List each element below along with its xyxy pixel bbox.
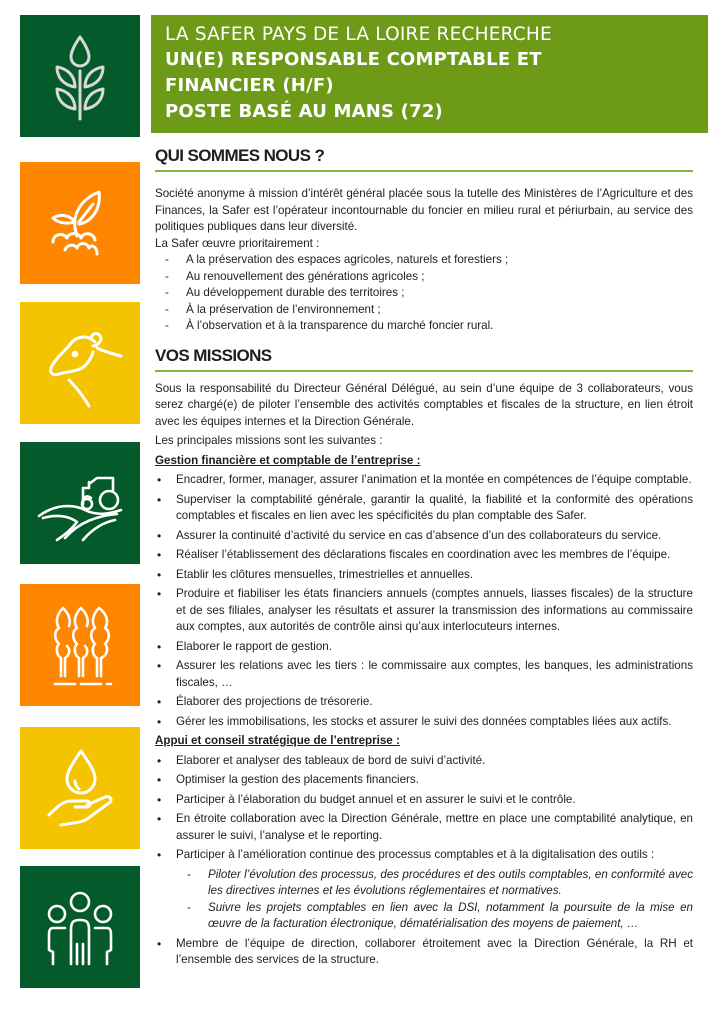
list-item: • Membre de l’équipe de direction, collaborer étroitement avec la Direction Générale, la RH et l’ensemble des services de la structure. [155,936,693,969]
appui-list [155,753,693,969]
wheat-tile [20,15,140,137]
qui-priorities-list [155,252,693,335]
list-item: • Elaborer le rapport de gestion. [155,639,693,656]
list-item: • Superviser la comptabilité générale, garantir la qualité, la fiabilité et la conformité des opérations comptables et fiscales en lien avec les spécificités du plan comptable des Safer. [155,492,693,525]
wheat-icon [35,31,125,121]
list-item: • Optimiser la gestion des placements financiers. [155,772,693,789]
list-item: - À la préservation de l’environnement ; [165,302,693,319]
job-location: POSTE BASÉ AU MANS (72) [165,101,443,122]
list-item: • Gérer les immobilisations, les stocks et assurer le suivi des données comptables liées aux actifs. [155,714,693,731]
trees-tile [20,584,140,706]
list-item: - Au renouvellement des générations agricoles ; [165,269,693,286]
people-group-icon [35,882,125,972]
sprout-icon [35,178,125,268]
tractor-field-icon [35,458,125,548]
missions-intro: Sous la responsabilité du Directeur Général Délégué, au sein d’une équipe de 3 collaborateurs, vous serez chargé(e) de piloter l’ensemble des activités comptables et fiscales de la structure, en lien étroit avec les équipes internes et la Direction Générale. [155,381,693,428]
gestion-list [155,472,693,730]
qui-intro: Société anonyme à mission d’intérêt général placée sous la tutelle des Ministères de l’Agriculture et des Finances, la Safer est l’opérateur incontournable du foncier en milieu rural et périurbain, au service des politiques publiques dans leur diversité. [155,187,693,233]
recruiter-line: LA SAFER PAYS DE LA LOIRE RECHERCHE [165,24,552,45]
main-content [155,143,693,969]
list-item: • Réaliser l’établissement des déclarations fiscales en coordination avec les membres de l’équipe. [155,547,693,564]
list-item [155,847,693,933]
water-drop-hand-icon [35,743,125,833]
section-title-qui: QUI SOMMES NOUS ? [155,143,693,172]
list-item: • En étroite collaboration avec la Direction Générale, mettre en place une comptabilité analytique, en assurer le suivi, l’analyse et le reporting. [155,811,693,844]
digitalisation-sublist [176,867,693,933]
qui-lead: La Safer œuvre prioritairement : [155,236,320,250]
list-item: • Assurer la continuité d’activité du service en cas d’absence d’un des collaborateurs du service. [155,528,693,545]
subsection-title-appui: Appui et conseil stratégique de l’entreprise : [155,734,400,747]
list-item: • Assurer les relations avec les tiers : le commissaire aux comptes, les banques, les administrations fiscales, … [155,658,693,691]
sprout-tile [20,162,140,284]
list-item: - À l’observation et à la transparence du marché foncier rural. [165,318,693,335]
water-hand-tile [20,727,140,849]
subsection-title-gestion: Gestion financière et comptable de l’entreprise : [155,453,421,467]
cow-icon [35,318,125,408]
sub-list-item: - Suivre les projets comptables en lien avec la DSI, notamment la poursuite de la mise en œuvre de la facturation électronique, dématérialisation des moyens de paiement, … [187,900,693,933]
list-item: • Etablir les clôtures mensuelles, trimestrielles et annuelles. [155,567,693,584]
list-item: • Elaborer et analyser des tableaux de bord de suivi d’activité. [155,753,693,770]
list-item: - Au développement durable des territoires ; [165,285,693,302]
trees-icon [35,600,125,690]
list-item: • Élaborer des projections de trésorerie. [155,694,693,711]
job-title-banner [151,15,708,133]
cow-tile [20,302,140,424]
list-item-text: Participer à l’amélioration continue des processus comptables et à la digitalisation des outils : [176,848,655,861]
job-title-line-1: UN(E) RESPONSABLE COMPTABLE ET [165,49,542,70]
list-item: • Participer à l’élaboration du budget annuel et en assurer le suivi et le contrôle. [155,792,693,809]
list-item: • Produire et fiabiliser les états financiers annuels (comptes annuels, liasses fiscales) de la structure et de ses filiales, analyser les résultats et assurer la transmission des informations au commissaire aux comptes, aux autorités de contrôle ainsi qu’aux interlocuteurs internes. [155,586,693,636]
sub-list-item: - Piloter l’évolution des processus, des procédures et des outils comptables, en conformité avec les directives internes et les évolutions réglementaires et normatives. [187,867,693,900]
section-title-missions: VOS MISSIONS [155,343,693,372]
people-tile [20,866,140,988]
missions-lead: Les principales missions sont les suivantes : [155,434,383,447]
tractor-tile [20,442,140,564]
job-title-line-2: FINANCIER (H/F) [165,75,334,96]
list-item: • Encadrer, former, manager, assurer l’animation et la montée en compétences de l’équipe comptable. [155,472,693,489]
list-item: - A la préservation des espaces agricoles, naturels et forestiers ; [165,252,693,269]
